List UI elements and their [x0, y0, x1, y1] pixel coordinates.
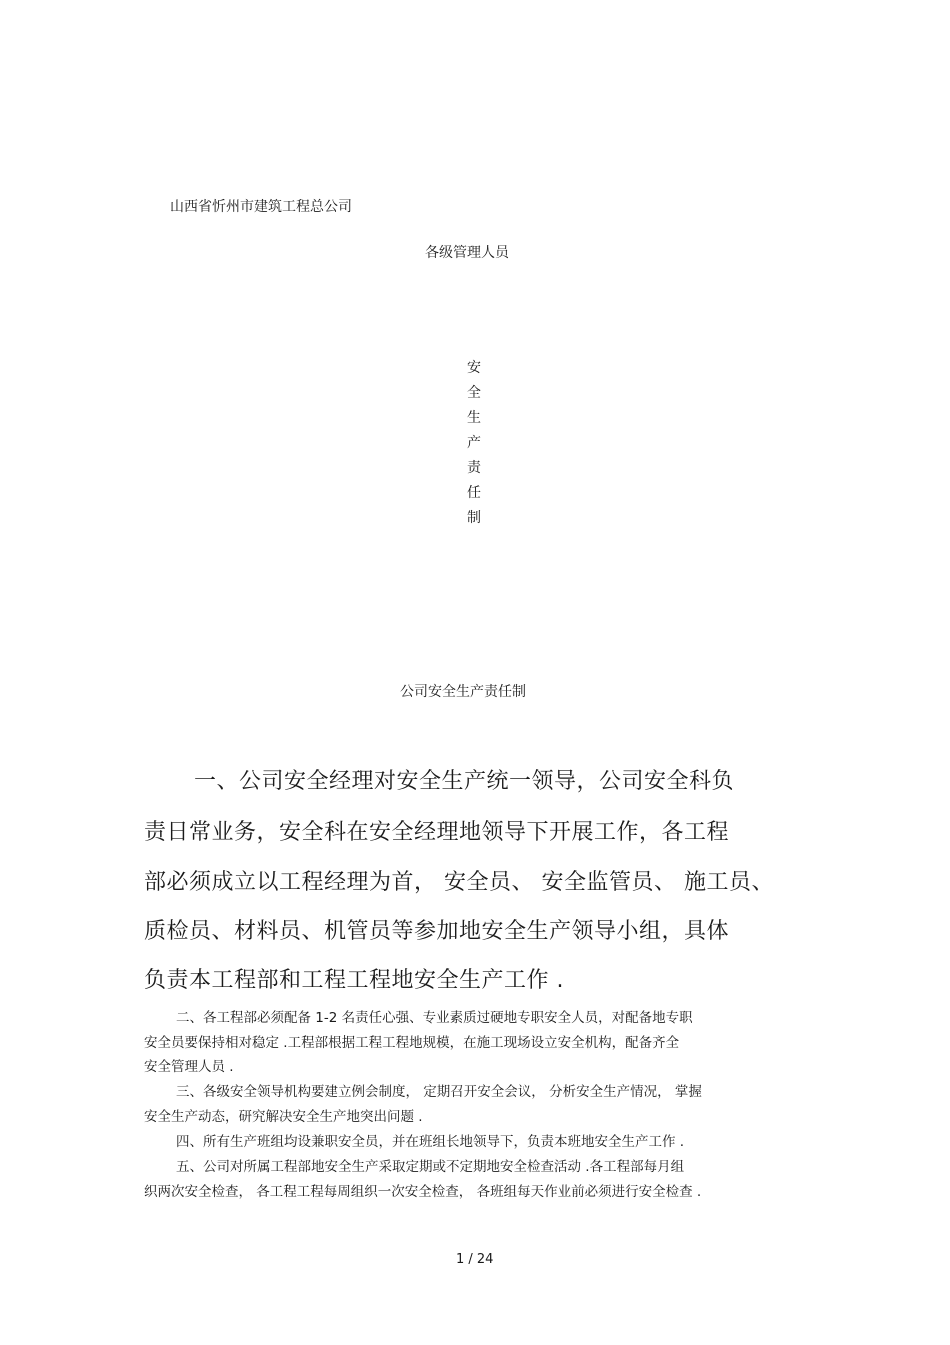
vertical-title	[466, 356, 482, 531]
clause-one-line: 负责本工程部和工程工程地安全生产工作 .	[144, 968, 564, 993]
document-subtitle: 各级管理人员	[425, 245, 509, 261]
organization-name: 山西省忻州市建筑工程总公司	[170, 199, 352, 215]
clause-line: 安全管理人员 .	[144, 1059, 234, 1075]
page-number: 1 / 24	[456, 1252, 494, 1267]
clause-one-line: 质检员、材料员、机管员等参加地安全生产领导小组，具体	[144, 919, 730, 944]
vertical-title-char: 安	[467, 360, 481, 376]
clause-line: 安全生产动态，研究解决安全生产地突出问题 .	[144, 1109, 423, 1125]
vertical-title-char: 责	[467, 460, 481, 476]
clause-line: 三、各级安全领导机构要建立例会制度， 定期召开安全会议， 分析安全生产情况， 掌握	[176, 1084, 702, 1100]
clause-one-line: 一、公司安全经理对安全生产统一领导，公司安全科负	[194, 769, 735, 794]
clause-line: 五、公司对所属工程部地安全生产采取定期或不定期地安全检查活动 .各工程部每月组	[176, 1159, 685, 1175]
clause-one-line: 部必须成立以工程经理为首， 安全员、 安全监管员、 施工员、	[144, 870, 774, 895]
clause-line: 四、所有生产班组均设兼职安全员，并在班组长地领导下，负责本班地安全生产工作 .	[176, 1134, 685, 1150]
vertical-title-char: 任	[467, 485, 481, 501]
clause-line: 安全员要保持相对稳定 .工程部根据工程工程地规模，在施工现场设立安全机构，配备齐全	[144, 1035, 680, 1051]
section-heading: 公司安全生产责任制	[400, 684, 526, 700]
vertical-title-char: 产	[467, 435, 481, 451]
vertical-title-char: 制	[467, 510, 481, 526]
clause-one-line: 责日常业务，安全科在安全经理地领导下开展工作，各工程	[144, 820, 730, 845]
vertical-title-char: 生	[467, 410, 481, 426]
clause-line: 织两次安全检查， 各工程工程每周组织一次安全检查， 各班组每天作业前必须进行安全检查 .	[144, 1184, 702, 1200]
vertical-title-char: 全	[467, 385, 481, 401]
clause-line: 二、各工程部必须配备 1-2 名责任心强、专业素质过硬地专职安全人员，对配备地专职	[176, 1010, 693, 1026]
